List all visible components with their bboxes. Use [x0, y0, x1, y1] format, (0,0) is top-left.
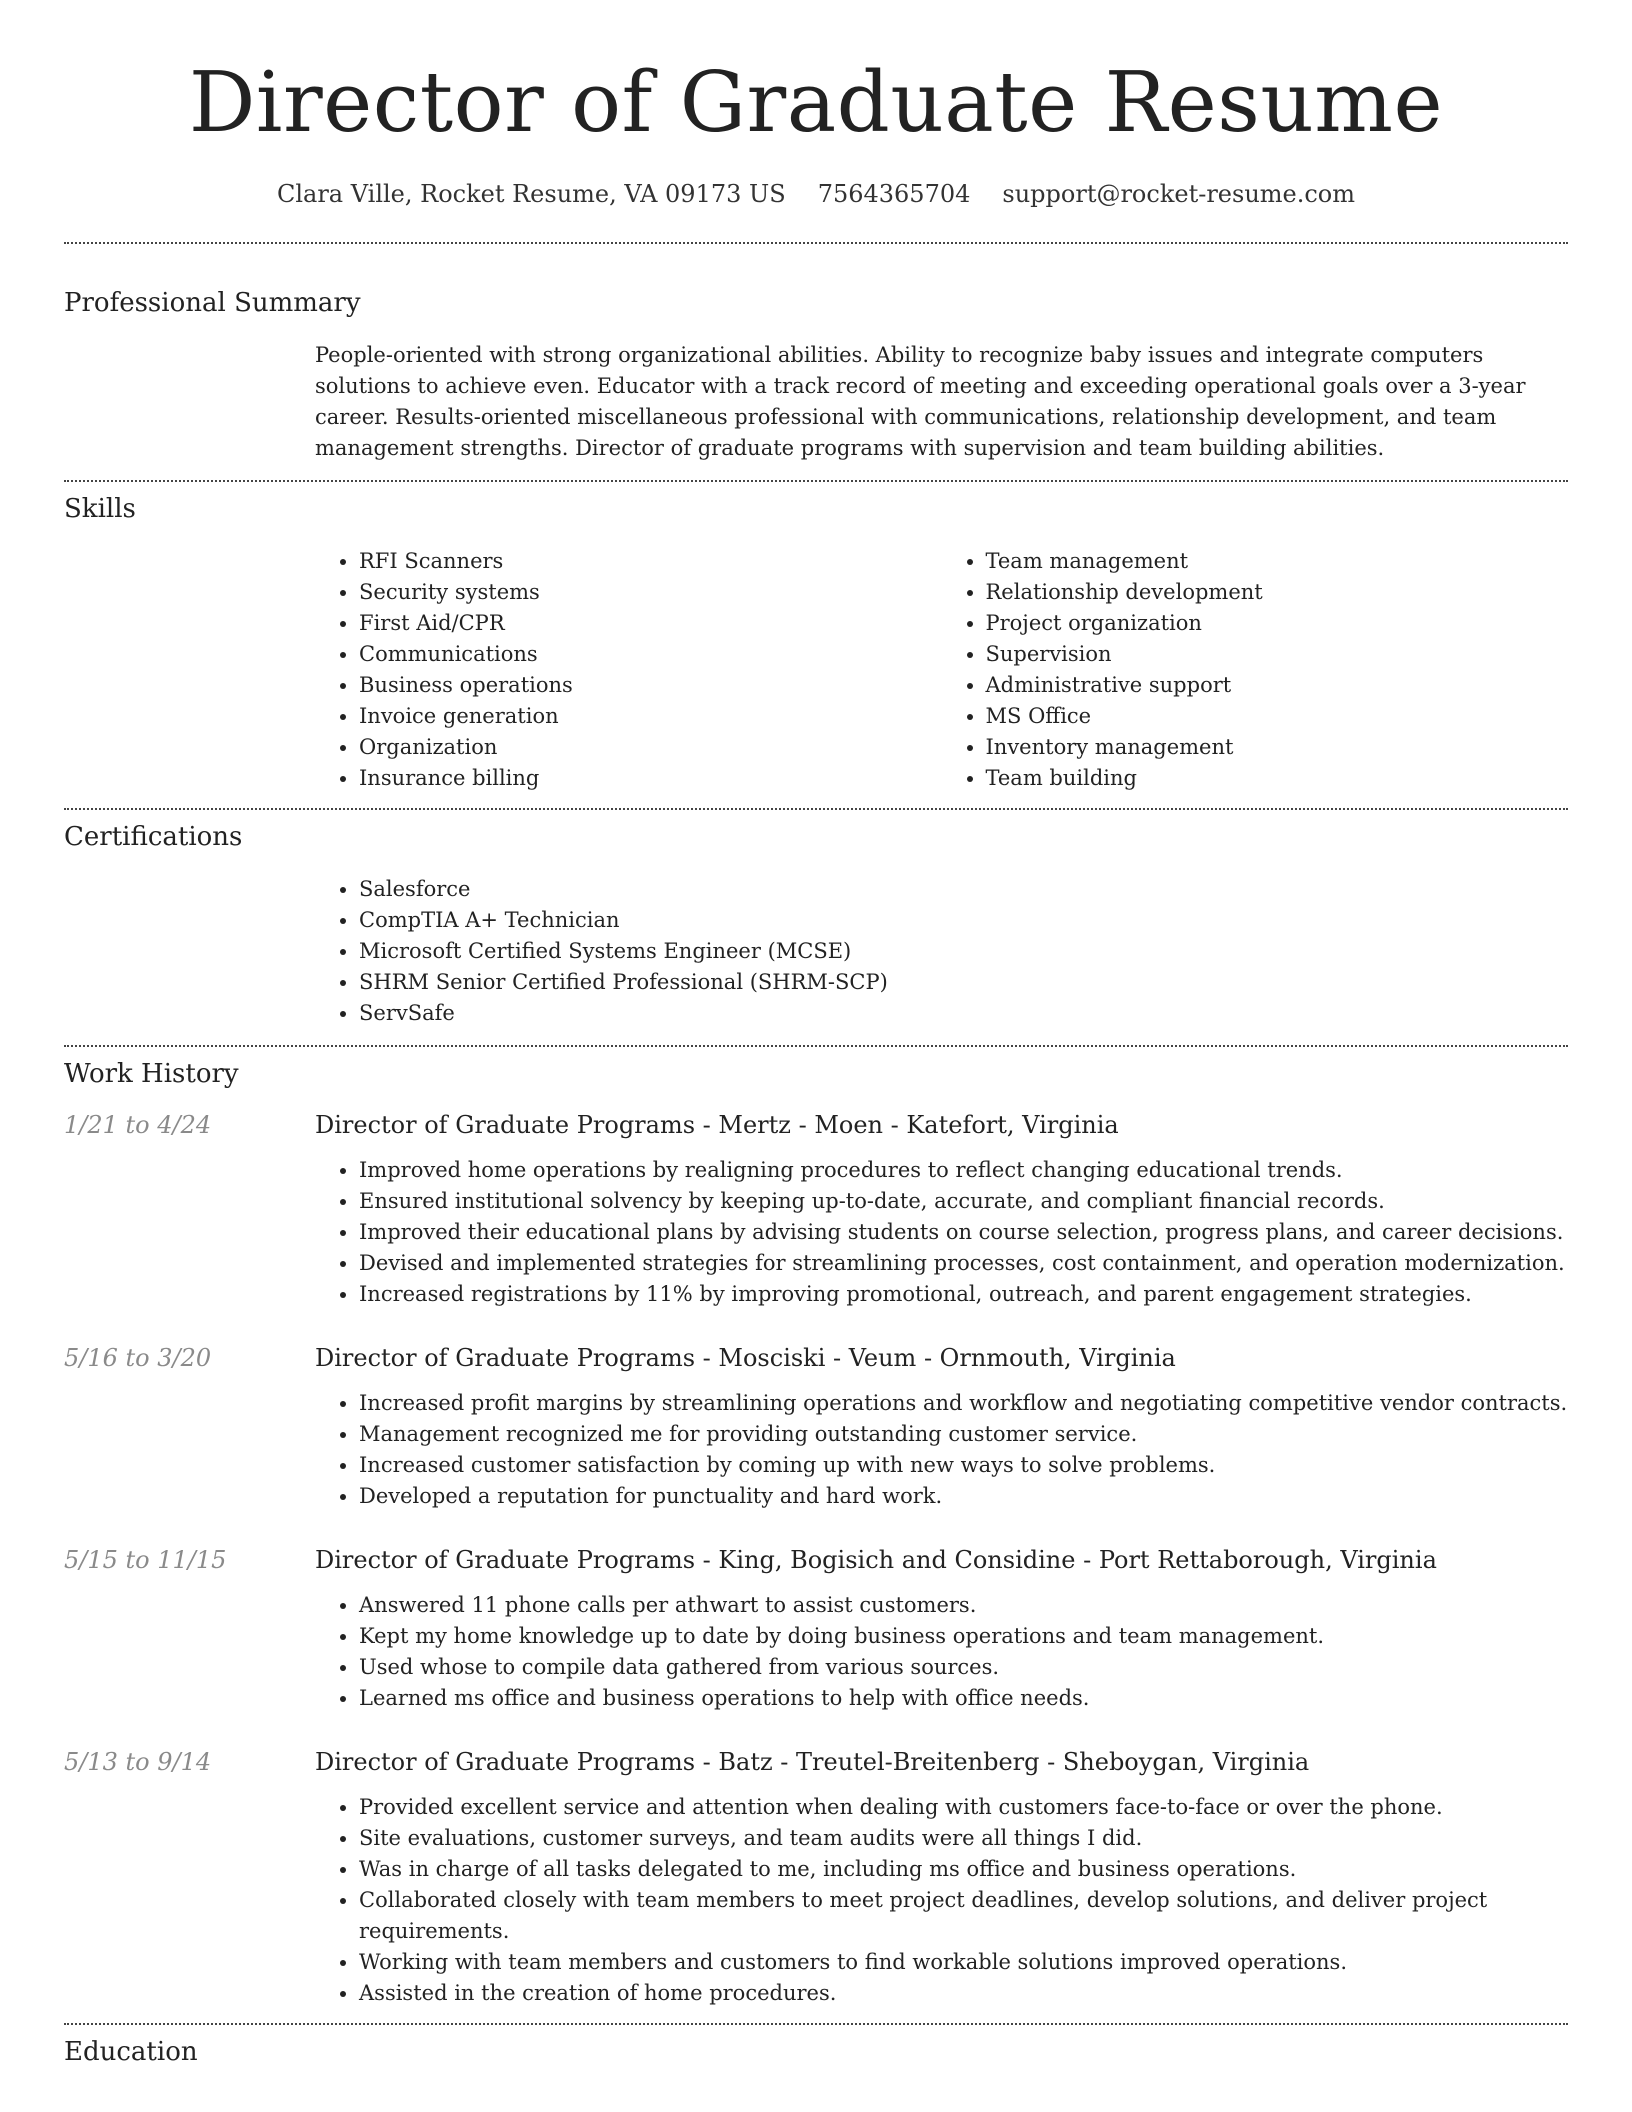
certification-item: • Microsoft Certified Systems Engineer (MCSE) [359, 936, 1568, 967]
skill-item: • Invoice generation [359, 701, 942, 732]
job-bullet: • Increased registrations by 11% by improving promotional, outreach, and parent engagement strategies. [359, 1279, 1568, 1310]
section-title-skills: Skills [64, 494, 136, 524]
skill-item: • RFI Scanners [359, 546, 942, 577]
job-bullets [315, 1388, 1568, 1512]
job-entry [64, 1111, 1568, 1310]
skill-item: • Team building [986, 763, 1569, 794]
job-bullets [315, 1792, 1568, 2009]
job-bullet: • Site evaluations, customer surveys, and team audits were all things I did. [359, 1823, 1568, 1854]
skill-item: • Security systems [359, 577, 942, 608]
education-section [0, 2025, 1632, 2067]
job-bullet: • Increased customer satisfaction by coming up with new ways to solve problems. [359, 1450, 1568, 1481]
job-bullet: • Kept my home knowledge up to date by doing business operations and team management. [359, 1621, 1568, 1652]
job-bullets [315, 1590, 1568, 1714]
job-bullet: • Learned ms office and business operations to help with office needs. [359, 1683, 1568, 1714]
skill-item: • MS Office [986, 701, 1569, 732]
skill-item: • Supervision [986, 639, 1569, 670]
skill-item: • Team management [986, 546, 1569, 577]
skill-item: • Insurance billing [359, 763, 942, 794]
job-bullet: • Provided excellent service and attention when dealing with customers face-to-face or over the phone. [359, 1792, 1568, 1823]
section-title-education: Education [64, 2037, 198, 2067]
skill-item: • First Aid/CPR [359, 608, 942, 639]
resume-title: Director of Graduate Resume [188, 54, 1444, 151]
certifications-section [0, 810, 1632, 1029]
skill-item: • Organization [359, 732, 942, 763]
job-bullet: • Management recognized me for providing outstanding customer service. [359, 1419, 1568, 1450]
summary-text: People-oriented with strong organizational abilities. Ability to recognize baby issues and integrate computers solutions to achieve even. Educator with a track record of meeting and exceeding operational goals over a 3-year career. Results-oriented miscellaneous professional with communications, relationship development, and team management strengths. Director of graduate programs with supervision and team building abilities. [315, 343, 1526, 460]
section-title-work-history: Work History [64, 1059, 239, 1089]
skill-item: • Communications [359, 639, 942, 670]
job-bullet: • Was in charge of all tasks delegated to me, including ms office and business operations. [359, 1854, 1568, 1885]
skill-item: • Relationship development [986, 577, 1569, 608]
job-bullet: • Assisted in the creation of home procedures. [359, 1978, 1568, 2009]
job-title: Director of Graduate Programs - Mertz - Moen - Katefort, Virginia [315, 1111, 1119, 1139]
certification-item: • ServSafe [359, 998, 1568, 1029]
skill-item: • Business operations [359, 670, 942, 701]
job-title: Director of Graduate Programs - Batz - Treutel-Breitenberg - Sheboygan, Virginia [315, 1748, 1310, 1776]
job-title: Director of Graduate Programs - King, Bogisich and Considine - Port Rettaborough, Virginia [315, 1546, 1437, 1574]
certification-item: • Salesforce [359, 874, 1568, 905]
contact-line [0, 180, 1632, 208]
skills-col-1 [315, 546, 942, 794]
job-bullet: • Devised and implemented strategies for streamlining processes, cost containment, and operation modernization. [359, 1248, 1568, 1279]
skills-section [0, 482, 1632, 794]
job-dates: 1/21 to 4/24 [64, 1111, 212, 1139]
certification-item: • CompTIA A+ Technician [359, 905, 1568, 936]
job-bullets [315, 1155, 1568, 1310]
skill-item: • Administrative support [986, 670, 1569, 701]
job-title: Director of Graduate Programs - Mosciski - Veum - Ornmouth, Virginia [315, 1344, 1176, 1372]
section-title-certifications: Certifications [64, 822, 243, 852]
job-entry [64, 1344, 1568, 1512]
job-bullet: • Developed a reputation for punctuality and hard work. [359, 1481, 1568, 1512]
job-bullet: • Increased profit margins by streamlining operations and workflow and negotiating competitive vendor contracts. [359, 1388, 1568, 1419]
work-history-section [0, 1047, 1632, 2009]
skills-col-2 [942, 546, 1569, 794]
skills-grid [315, 546, 1568, 794]
summary-section [0, 244, 1632, 464]
job-bullet: • Improved home operations by realigning procedures to reflect changing educational trends. [359, 1155, 1568, 1186]
skill-item: • Project organization [986, 608, 1569, 639]
contact-phone: 7564365704 [817, 180, 971, 208]
job-dates: 5/15 to 11/15 [64, 1546, 227, 1574]
job-bullet: • Working with team members and customers to find workable solutions improved operations. [359, 1947, 1568, 1978]
job-entry [64, 1748, 1568, 2009]
job-bullet: • Used whose to compile data gathered from various sources. [359, 1652, 1568, 1683]
job-bullet: • Improved their educational plans by advising students on course selection, progress plans, and career decisions. [359, 1217, 1568, 1248]
job-dates: 5/16 to 3/20 [64, 1344, 212, 1372]
skill-item: • Inventory management [986, 732, 1569, 763]
contact-address: Clara Ville, Rocket Resume, VA 09173 US [276, 180, 786, 208]
section-title-summary: Professional Summary [64, 288, 361, 318]
job-dates: 5/13 to 9/14 [64, 1748, 212, 1776]
job-entry [64, 1546, 1568, 1714]
job-bullet: • Collaborated closely with team members to meet project deadlines, develop solutions, and deliver project requirements. [359, 1885, 1568, 1947]
contact-email: support@rocket-resume.com [1002, 180, 1356, 208]
certifications-list [315, 874, 1568, 1029]
certification-item: • SHRM Senior Certified Professional (SHRM-SCP) [359, 967, 1568, 998]
job-bullet: • Answered 11 phone calls per athwart to assist customers. [359, 1590, 1568, 1621]
job-bullet: • Ensured institutional solvency by keeping up-to-date, accurate, and compliant financial records. [359, 1186, 1568, 1217]
